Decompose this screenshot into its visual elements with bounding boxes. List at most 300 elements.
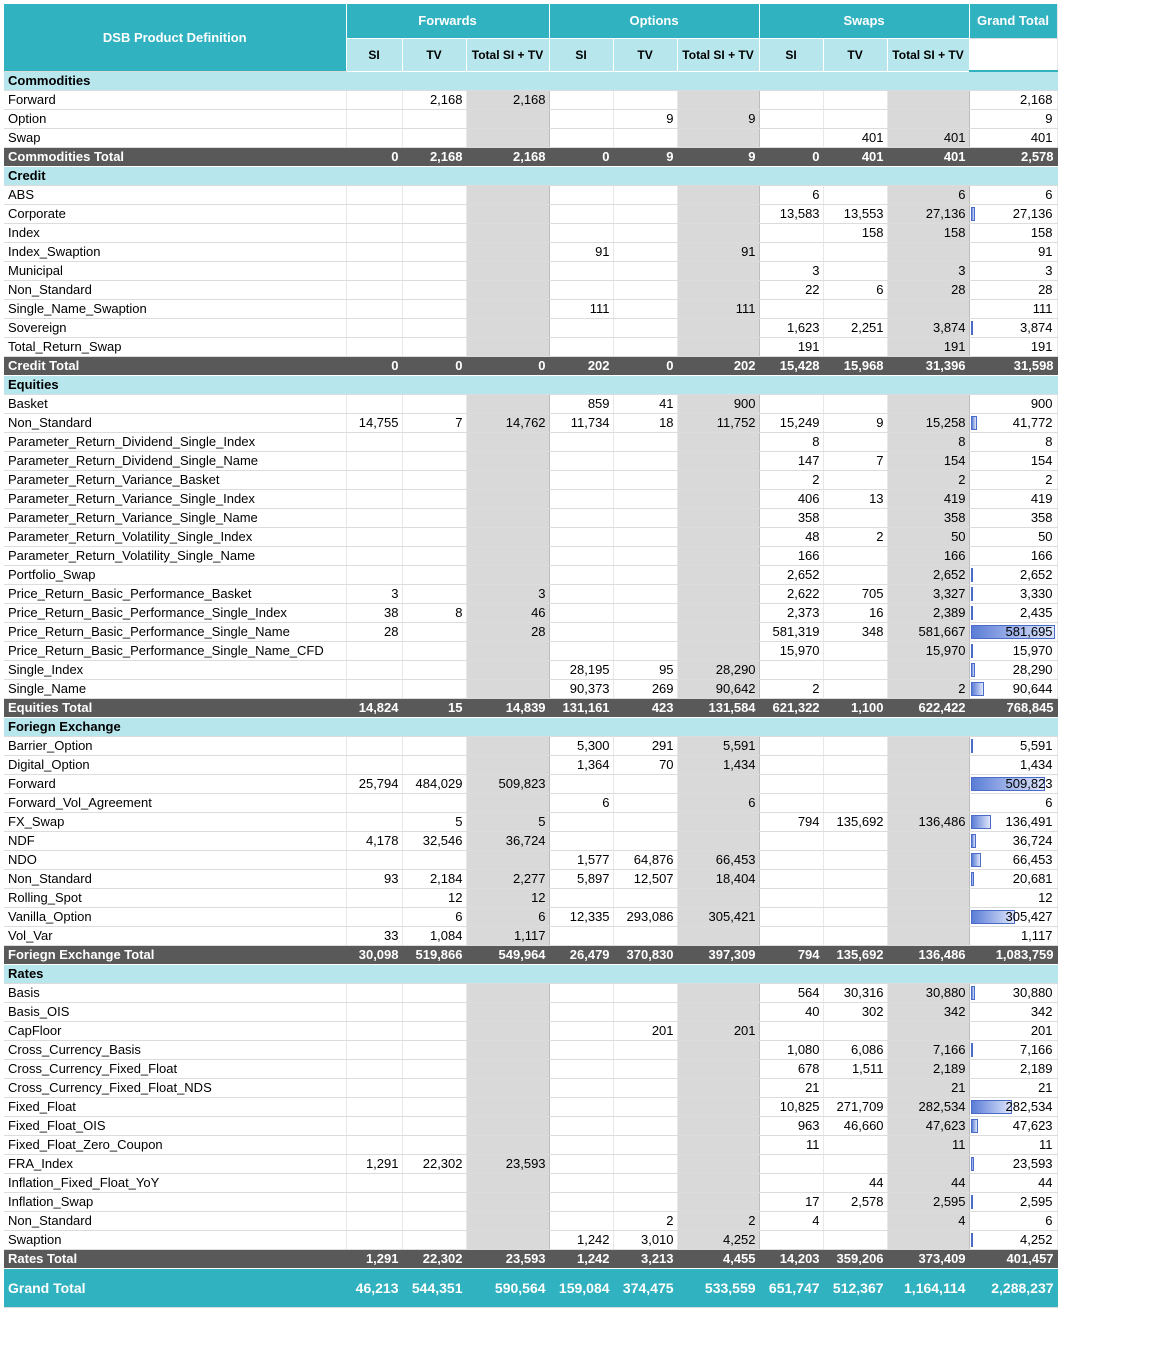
grand-total-cell[interactable]	[969, 603, 1057, 622]
subtotal-cell[interactable]: 397,309	[677, 945, 759, 964]
subtotal-cell[interactable]: 26,479	[549, 945, 613, 964]
value-cell[interactable]: 2	[887, 679, 969, 698]
value-cell[interactable]	[402, 1211, 466, 1230]
grand-total-cell[interactable]	[969, 527, 1057, 546]
value-cell[interactable]	[677, 983, 759, 1002]
grand-total-cell[interactable]	[969, 204, 1057, 223]
value-cell[interactable]: 13,583	[759, 204, 823, 223]
value-cell[interactable]	[402, 1097, 466, 1116]
value-cell[interactable]: 21	[759, 1078, 823, 1097]
value-cell[interactable]	[549, 565, 613, 584]
value-cell[interactable]	[549, 812, 613, 831]
row-label[interactable]: Swap	[4, 128, 346, 147]
row-label[interactable]: Sovereign	[4, 318, 346, 337]
grand-total-cell[interactable]	[969, 413, 1057, 432]
subtotal-cell[interactable]: 401	[823, 147, 887, 166]
value-cell[interactable]	[346, 1211, 402, 1230]
value-cell[interactable]	[759, 1154, 823, 1173]
value-cell[interactable]	[402, 204, 466, 223]
row-label[interactable]: Swaption	[4, 1230, 346, 1249]
value-cell[interactable]	[402, 280, 466, 299]
value-cell[interactable]: 4,178	[346, 831, 402, 850]
value-cell[interactable]: 93	[346, 869, 402, 888]
value-cell[interactable]	[346, 1040, 402, 1059]
value-cell[interactable]: 14,755	[346, 413, 402, 432]
row-label[interactable]: Portfolio_Swap	[4, 565, 346, 584]
value-cell[interactable]	[887, 850, 969, 869]
grand-total-header[interactable]: Grand Total	[969, 4, 1057, 38]
value-cell[interactable]	[613, 261, 677, 280]
value-cell[interactable]: 9	[677, 109, 759, 128]
row-label[interactable]: Single_Name	[4, 679, 346, 698]
value-cell[interactable]: 33	[346, 926, 402, 945]
col-header-forwards-total[interactable]: Total SI + TV	[466, 38, 549, 71]
grand-total-row-cell[interactable]: 544,351	[402, 1268, 466, 1307]
value-cell[interactable]	[466, 679, 549, 698]
value-cell[interactable]	[346, 1135, 402, 1154]
value-cell[interactable]: 30,316	[823, 983, 887, 1002]
grand-total-cell[interactable]	[969, 774, 1057, 793]
value-cell[interactable]	[346, 261, 402, 280]
value-cell[interactable]: 1,577	[549, 850, 613, 869]
value-cell[interactable]	[887, 755, 969, 774]
value-cell[interactable]	[677, 527, 759, 546]
value-cell[interactable]	[613, 527, 677, 546]
row-label[interactable]: Corporate	[4, 204, 346, 223]
value-cell[interactable]	[402, 793, 466, 812]
value-cell[interactable]: 14,762	[466, 413, 549, 432]
grand-total-cell[interactable]	[969, 280, 1057, 299]
value-cell[interactable]: 2,373	[759, 603, 823, 622]
value-cell[interactable]	[887, 831, 969, 850]
value-cell[interactable]	[677, 546, 759, 565]
value-cell[interactable]	[613, 546, 677, 565]
value-cell[interactable]	[466, 470, 549, 489]
value-cell[interactable]	[549, 451, 613, 470]
value-cell[interactable]	[346, 489, 402, 508]
value-cell[interactable]	[402, 185, 466, 204]
value-cell[interactable]	[346, 394, 402, 413]
grand-total-cell[interactable]	[969, 1097, 1057, 1116]
value-cell[interactable]	[346, 565, 402, 584]
value-cell[interactable]	[759, 299, 823, 318]
grand-total-cell[interactable]	[969, 128, 1057, 147]
value-cell[interactable]: 28	[887, 280, 969, 299]
value-cell[interactable]: 158	[887, 223, 969, 242]
value-cell[interactable]	[677, 337, 759, 356]
value-cell[interactable]: 16	[823, 603, 887, 622]
row-label[interactable]: Forward_Vol_Agreement	[4, 793, 346, 812]
value-cell[interactable]: 12,507	[613, 869, 677, 888]
value-cell[interactable]: 7,166	[887, 1040, 969, 1059]
value-cell[interactable]: 154	[887, 451, 969, 470]
value-cell[interactable]: 2,578	[823, 1192, 887, 1211]
row-label[interactable]: Vol_Var	[4, 926, 346, 945]
value-cell[interactable]	[549, 109, 613, 128]
value-cell[interactable]: 28	[466, 622, 549, 641]
value-cell[interactable]	[677, 1135, 759, 1154]
subtotal-cell[interactable]: 401,457	[969, 1249, 1057, 1268]
value-cell[interactable]	[823, 394, 887, 413]
value-cell[interactable]	[823, 90, 887, 109]
value-cell[interactable]: 8	[887, 432, 969, 451]
value-cell[interactable]	[677, 489, 759, 508]
value-cell[interactable]	[823, 299, 887, 318]
value-cell[interactable]	[677, 622, 759, 641]
grand-total-cell[interactable]	[969, 1135, 1057, 1154]
grand-total-cell[interactable]	[969, 888, 1057, 907]
row-label[interactable]: Parameter_Return_Variance_Single_Name	[4, 508, 346, 527]
grand-total-cell[interactable]	[969, 242, 1057, 261]
value-cell[interactable]: 21	[887, 1078, 969, 1097]
value-cell[interactable]	[466, 1230, 549, 1249]
value-cell[interactable]	[677, 1040, 759, 1059]
grand-total-cell[interactable]	[969, 223, 1057, 242]
subtotal-cell[interactable]: 519,866	[402, 945, 466, 964]
subtotal-cell[interactable]: 14,839	[466, 698, 549, 717]
value-cell[interactable]: 90,642	[677, 679, 759, 698]
col-header-options-si[interactable]: SI	[549, 38, 613, 71]
value-cell[interactable]: 1,291	[346, 1154, 402, 1173]
value-cell[interactable]: 8	[759, 432, 823, 451]
subtotal-cell[interactable]: 1,242	[549, 1249, 613, 1268]
subtotal-cell[interactable]: 0	[466, 356, 549, 375]
value-cell[interactable]: 6	[823, 280, 887, 299]
value-cell[interactable]	[613, 1002, 677, 1021]
category-label[interactable]: Credit	[4, 166, 1057, 185]
value-cell[interactable]	[759, 831, 823, 850]
subtotal-cell[interactable]: 9	[677, 147, 759, 166]
value-cell[interactable]: 11,734	[549, 413, 613, 432]
value-cell[interactable]	[402, 679, 466, 698]
value-cell[interactable]	[466, 1116, 549, 1135]
value-cell[interactable]: 47,623	[887, 1116, 969, 1135]
grand-total-cell[interactable]	[969, 584, 1057, 603]
value-cell[interactable]	[549, 774, 613, 793]
row-label[interactable]: Non_Standard	[4, 280, 346, 299]
subtotal-cell[interactable]: 9	[613, 147, 677, 166]
value-cell[interactable]	[466, 1078, 549, 1097]
value-cell[interactable]	[549, 527, 613, 546]
value-cell[interactable]	[466, 641, 549, 660]
value-cell[interactable]: 282,534	[887, 1097, 969, 1116]
grand-total-cell[interactable]	[969, 1230, 1057, 1249]
value-cell[interactable]	[549, 1211, 613, 1230]
value-cell[interactable]: 46,660	[823, 1116, 887, 1135]
value-cell[interactable]	[613, 1192, 677, 1211]
value-cell[interactable]: 2,168	[466, 90, 549, 109]
grand-total-cell[interactable]	[969, 1154, 1057, 1173]
value-cell[interactable]: 6,086	[823, 1040, 887, 1059]
value-cell[interactable]	[549, 1078, 613, 1097]
value-cell[interactable]	[346, 755, 402, 774]
row-label[interactable]: Non_Standard	[4, 413, 346, 432]
value-cell[interactable]: 293,086	[613, 907, 677, 926]
subtotal-cell[interactable]: 0	[759, 147, 823, 166]
value-cell[interactable]	[549, 204, 613, 223]
value-cell[interactable]: 91	[677, 242, 759, 261]
subtotal-cell[interactable]: 15,968	[823, 356, 887, 375]
subtotal-cell[interactable]: 30,098	[346, 945, 402, 964]
value-cell[interactable]	[823, 755, 887, 774]
value-cell[interactable]	[677, 926, 759, 945]
grand-total-row-cell[interactable]: 46,213	[346, 1268, 402, 1307]
value-cell[interactable]	[613, 223, 677, 242]
row-label[interactable]: Price_Return_Basic_Performance_Single_Name_CFD	[4, 641, 346, 660]
value-cell[interactable]: 3	[759, 261, 823, 280]
value-cell[interactable]	[549, 280, 613, 299]
value-cell[interactable]	[887, 907, 969, 926]
value-cell[interactable]	[613, 508, 677, 527]
value-cell[interactable]	[466, 223, 549, 242]
subtotal-cell[interactable]: 22,302	[402, 1249, 466, 1268]
value-cell[interactable]: 64,876	[613, 850, 677, 869]
value-cell[interactable]	[346, 318, 402, 337]
value-cell[interactable]	[402, 299, 466, 318]
value-cell[interactable]	[402, 736, 466, 755]
subtotal-cell[interactable]: 768,845	[969, 698, 1057, 717]
subtotal-cell[interactable]: 370,830	[613, 945, 677, 964]
value-cell[interactable]: 2,184	[402, 869, 466, 888]
row-label[interactable]: Parameter_Return_Variance_Basket	[4, 470, 346, 489]
grand-total-cell[interactable]	[969, 622, 1057, 641]
subtotal-cell[interactable]: 0	[346, 356, 402, 375]
value-cell[interactable]	[613, 185, 677, 204]
value-cell[interactable]	[466, 983, 549, 1002]
value-cell[interactable]	[677, 1192, 759, 1211]
value-cell[interactable]: 794	[759, 812, 823, 831]
row-label[interactable]: Single_Index	[4, 660, 346, 679]
value-cell[interactable]: 158	[823, 223, 887, 242]
subtotal-cell[interactable]: 135,692	[823, 945, 887, 964]
row-label[interactable]: Forward	[4, 774, 346, 793]
value-cell[interactable]	[677, 185, 759, 204]
value-cell[interactable]	[613, 1059, 677, 1078]
grand-total-cell[interactable]	[969, 1211, 1057, 1230]
grand-total-cell[interactable]	[969, 261, 1057, 280]
value-cell[interactable]	[549, 261, 613, 280]
grand-total-cell[interactable]	[969, 451, 1057, 470]
row-label[interactable]: Option	[4, 109, 346, 128]
value-cell[interactable]: 191	[887, 337, 969, 356]
value-cell[interactable]: 6	[402, 907, 466, 926]
value-cell[interactable]	[402, 546, 466, 565]
value-cell[interactable]: 419	[887, 489, 969, 508]
grand-total-row-cell[interactable]: 590,564	[466, 1268, 549, 1307]
value-cell[interactable]	[466, 432, 549, 451]
value-cell[interactable]	[402, 755, 466, 774]
value-cell[interactable]: 48	[759, 527, 823, 546]
value-cell[interactable]: 2,389	[887, 603, 969, 622]
value-cell[interactable]: 1,364	[549, 755, 613, 774]
value-cell[interactable]: 2	[759, 470, 823, 489]
value-cell[interactable]	[613, 432, 677, 451]
value-cell[interactable]: 28	[346, 622, 402, 641]
value-cell[interactable]	[402, 318, 466, 337]
value-cell[interactable]: 5	[466, 812, 549, 831]
value-cell[interactable]	[613, 622, 677, 641]
grand-total-cell[interactable]	[969, 1021, 1057, 1040]
value-cell[interactable]: 147	[759, 451, 823, 470]
value-cell[interactable]	[823, 774, 887, 793]
category-label[interactable]: Commodities	[4, 71, 1057, 90]
value-cell[interactable]	[346, 907, 402, 926]
value-cell[interactable]	[549, 489, 613, 508]
value-cell[interactable]	[887, 926, 969, 945]
value-cell[interactable]	[466, 508, 549, 527]
value-cell[interactable]: 111	[677, 299, 759, 318]
value-cell[interactable]: 5,591	[677, 736, 759, 755]
value-cell[interactable]: 2,168	[402, 90, 466, 109]
value-cell[interactable]	[346, 1021, 402, 1040]
grand-total-cell[interactable]	[969, 793, 1057, 812]
value-cell[interactable]	[549, 546, 613, 565]
value-cell[interactable]	[402, 584, 466, 603]
subtotal-cell[interactable]: 0	[549, 147, 613, 166]
grand-total-cell[interactable]	[969, 337, 1057, 356]
value-cell[interactable]	[549, 831, 613, 850]
value-cell[interactable]	[466, 318, 549, 337]
subtotal-cell[interactable]: 3,213	[613, 1249, 677, 1268]
value-cell[interactable]	[823, 850, 887, 869]
value-cell[interactable]	[549, 90, 613, 109]
value-cell[interactable]	[823, 1211, 887, 1230]
value-cell[interactable]: 2	[887, 470, 969, 489]
value-cell[interactable]	[887, 299, 969, 318]
value-cell[interactable]	[677, 128, 759, 147]
value-cell[interactable]: 12	[402, 888, 466, 907]
value-cell[interactable]: 4	[759, 1211, 823, 1230]
subtotal-label[interactable]: Commodities Total	[4, 147, 346, 166]
value-cell[interactable]	[346, 679, 402, 698]
value-cell[interactable]	[549, 622, 613, 641]
value-cell[interactable]	[823, 432, 887, 451]
value-cell[interactable]	[402, 1059, 466, 1078]
value-cell[interactable]	[466, 185, 549, 204]
value-cell[interactable]	[677, 261, 759, 280]
value-cell[interactable]	[466, 736, 549, 755]
value-cell[interactable]: 3	[887, 261, 969, 280]
row-label[interactable]: Parameter_Return_Volatility_Single_Index	[4, 527, 346, 546]
value-cell[interactable]	[549, 1116, 613, 1135]
value-cell[interactable]	[466, 1192, 549, 1211]
subtotal-cell[interactable]: 14,203	[759, 1249, 823, 1268]
grand-total-cell[interactable]	[969, 90, 1057, 109]
value-cell[interactable]	[346, 660, 402, 679]
row-label[interactable]: Price_Return_Basic_Performance_Basket	[4, 584, 346, 603]
value-cell[interactable]: 13	[823, 489, 887, 508]
value-cell[interactable]: 10,825	[759, 1097, 823, 1116]
value-cell[interactable]: 11,752	[677, 413, 759, 432]
value-cell[interactable]	[466, 451, 549, 470]
value-cell[interactable]: 1,623	[759, 318, 823, 337]
value-cell[interactable]: 111	[549, 299, 613, 318]
subtotal-cell[interactable]: 31,396	[887, 356, 969, 375]
grand-total-cell[interactable]	[969, 755, 1057, 774]
value-cell[interactable]: 1,242	[549, 1230, 613, 1249]
value-cell[interactable]	[549, 1097, 613, 1116]
value-cell[interactable]	[759, 1021, 823, 1040]
value-cell[interactable]	[346, 242, 402, 261]
subtotal-cell[interactable]: 1,291	[346, 1249, 402, 1268]
value-cell[interactable]: 15,970	[759, 641, 823, 660]
row-label[interactable]: ABS	[4, 185, 346, 204]
subtotal-cell[interactable]: 0	[402, 356, 466, 375]
value-cell[interactable]	[402, 1135, 466, 1154]
value-cell[interactable]	[613, 90, 677, 109]
value-cell[interactable]	[402, 1040, 466, 1059]
value-cell[interactable]: 66,453	[677, 850, 759, 869]
value-cell[interactable]	[613, 1154, 677, 1173]
value-cell[interactable]: 3,874	[887, 318, 969, 337]
value-cell[interactable]: 3	[346, 584, 402, 603]
value-cell[interactable]	[346, 1173, 402, 1192]
row-label[interactable]: Inflation_Swap	[4, 1192, 346, 1211]
value-cell[interactable]	[346, 1059, 402, 1078]
value-cell[interactable]: 406	[759, 489, 823, 508]
row-label[interactable]: Parameter_Return_Dividend_Single_Index	[4, 432, 346, 451]
value-cell[interactable]	[759, 869, 823, 888]
row-label[interactable]: Basket	[4, 394, 346, 413]
subtotal-cell[interactable]: 401	[887, 147, 969, 166]
value-cell[interactable]: 6	[466, 907, 549, 926]
row-label[interactable]: Rolling_Spot	[4, 888, 346, 907]
value-cell[interactable]	[402, 641, 466, 660]
value-cell[interactable]	[466, 1021, 549, 1040]
value-cell[interactable]: 1,434	[677, 755, 759, 774]
value-cell[interactable]	[759, 850, 823, 869]
value-cell[interactable]	[549, 185, 613, 204]
value-cell[interactable]	[613, 1078, 677, 1097]
value-cell[interactable]: 44	[823, 1173, 887, 1192]
value-cell[interactable]	[677, 1173, 759, 1192]
value-cell[interactable]: 46	[466, 603, 549, 622]
value-cell[interactable]	[549, 1135, 613, 1154]
value-cell[interactable]	[346, 508, 402, 527]
grand-total-cell[interactable]	[969, 318, 1057, 337]
subtotal-cell[interactable]: 2,168	[402, 147, 466, 166]
value-cell[interactable]	[887, 109, 969, 128]
row-label[interactable]: FX_Swap	[4, 812, 346, 831]
value-cell[interactable]: 2	[613, 1211, 677, 1230]
row-label[interactable]: Cross_Currency_Fixed_Float_NDS	[4, 1078, 346, 1097]
value-cell[interactable]	[402, 565, 466, 584]
value-cell[interactable]: 15,249	[759, 413, 823, 432]
value-cell[interactable]	[677, 90, 759, 109]
value-cell[interactable]	[887, 1230, 969, 1249]
value-cell[interactable]: 4	[887, 1211, 969, 1230]
value-cell[interactable]	[887, 888, 969, 907]
row-label[interactable]: Fixed_Float_OIS	[4, 1116, 346, 1135]
value-cell[interactable]	[549, 1040, 613, 1059]
grand-total-cell[interactable]	[969, 660, 1057, 679]
value-cell[interactable]	[466, 394, 549, 413]
value-cell[interactable]	[613, 1040, 677, 1059]
subtotal-cell[interactable]: 622,422	[887, 698, 969, 717]
value-cell[interactable]: 342	[887, 1002, 969, 1021]
value-cell[interactable]	[466, 755, 549, 774]
row-label[interactable]: Cross_Currency_Basis	[4, 1040, 346, 1059]
group-header-options[interactable]: Options	[549, 4, 759, 38]
value-cell[interactable]: 50	[887, 527, 969, 546]
value-cell[interactable]	[466, 527, 549, 546]
value-cell[interactable]: 6	[677, 793, 759, 812]
value-cell[interactable]	[613, 584, 677, 603]
value-cell[interactable]: 22,302	[402, 1154, 466, 1173]
row-label[interactable]: Index	[4, 223, 346, 242]
value-cell[interactable]	[346, 470, 402, 489]
grand-total-cell[interactable]	[969, 983, 1057, 1002]
